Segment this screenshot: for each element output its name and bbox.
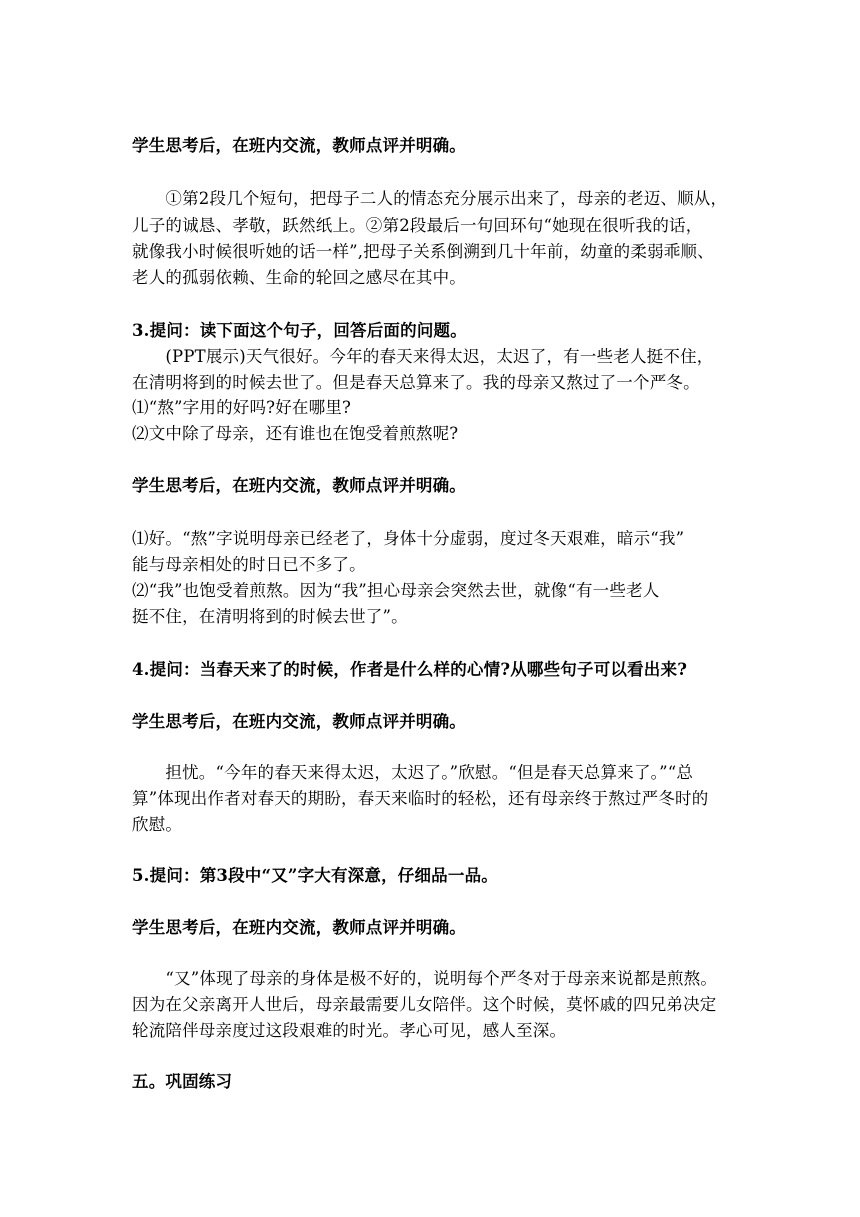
answer-line: 能与母亲相处的时日已不多了。 [132,555,366,574]
sub-question: ⑴“熬”字用的好吗?好在哪里? [132,398,352,417]
answer-line: ⑴好。“熬”字说明母亲已经老了，身体十分虚弱，度过冬天艰难，暗示“我” [132,529,685,548]
answer-line: 欣慰。 [132,815,183,834]
question-text: 在清明将到的时候去世了。但是春天总算来了。我的母亲又熬过了一个严冬。 [132,373,700,392]
answer-line: 就像我小时候很听她的话一样”,把母子关系倒溯到几十年前，幼童的柔弱乖顺、 [132,242,714,261]
answer-line: 担忧。“今年的春天来得太迟，太迟了。”欣慰。“但是春天总算来了。”“总 [132,763,694,782]
answer-line: ⑵“我”也饱受着煎熬。因为“我”担心母亲会突然去世，就像“有一些老人 [132,581,660,600]
question-heading: 3.提问：读下面这个句子，回答后面的问题。 [132,321,467,340]
sub-question: ⑵文中除了母亲，还有谁也在饱受着煎熬呢? [132,424,459,443]
question-text: (PPT展示)天气很好。今年的春天来得太迟，太迟了，有一些老人挺不住， [132,347,714,366]
question-heading: 4.提问：当春天来了的时候，作者是什么样的心情?从哪些句子可以看出来? [132,660,688,679]
answer-line: 轮流陪伴母亲度过这段艰难的时光。孝心可见，感人至深。 [132,1021,567,1040]
teacher-instruction: 学生思考后，在班内交流，教师点评并明确。 [132,476,466,495]
question-heading: 5.提问：第3段中“又”字大有深意，仔细品一品。 [132,866,498,885]
teacher-instruction: 学生思考后，在班内交流，教师点评并明确。 [132,918,466,937]
answer-line: 老人的孤弱依赖、生命的轮回之感尽在其中。 [132,268,466,287]
answer-line: 因为在父亲离开人世后，母亲最需要儿女陪伴。这个时候，莫怀戚的四兄弟决定 [132,995,717,1014]
answer-line: ①第2段几个短句，把母子二人的情态充分展示出来了，母亲的老迈、顺从， [132,189,728,208]
teacher-instruction: 学生思考后，在班内交流，教师点评并明确。 [132,136,466,155]
answer-line: 儿子的诚恳、孝敬，跃然纸上。②第2段最后一句回环句“她现在很听我的话， [132,216,703,235]
answer-line: 算”体现出作者对春天的期盼，春天来临时的轻松，还有母亲终于熬过严冬时的 [132,789,709,808]
teacher-instruction: 学生思考后，在班内交流，教师点评并明确。 [132,712,466,731]
answer-line: 挺不住，在清明将到的时候去世了”。 [132,607,408,626]
answer-line: “又”体现了母亲的身体是极不好的，说明每个严冬对于母亲来说都是煎熬。 [132,969,718,988]
section-heading: 五。巩固练习 [132,1072,233,1091]
